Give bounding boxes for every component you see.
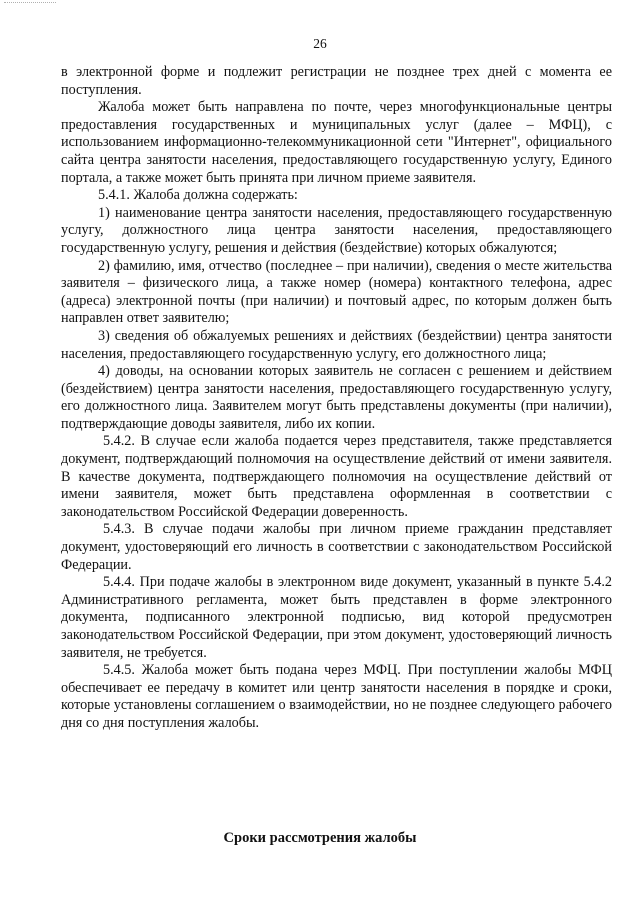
paragraph-5-4-2: 5.4.2. В случае если жалоба подается через представителя, также представляется документ, подтверждающий полномочия на осуществление действий от имени заявителя. В качестве документа, подтверждающего полномочия на осуществление действий от имени заявителя, может быть представлена оформленная в соответствии с законодательством Российской Федерации доверенность.: [61, 433, 612, 520]
scan-artifact: [4, 2, 56, 4]
list-item-4: 4) доводы, на основании которых заявитель не согласен с решением и действием (бездействием) центра занятости населения, предоставляющего государственную услугу, его должностного лица. Заявителем могут быть представлены документы (при наличии), подтверждающие доводы заявителя, либо их копии.: [61, 363, 612, 432]
paragraph-5-4-1: 5.4.1. Жалоба должна содержать:: [98, 187, 298, 204]
list-item-1: 1) наименование центра занятости населения, предоставляющего государственную услугу, должностного лица центра занятости населения, предоставляющего государственную услугу, решения и действия (бездействие) которых обжалуются;: [61, 204, 612, 256]
page-number: 26: [313, 36, 327, 51]
paragraph-5-4-5: 5.4.5. Жалоба может быть подана через МФЦ. При поступлении жалобы МФЦ обеспечивает ее передачу в комитет или центр занятости населения в порядке и сроки, которые установлены соглашением о взаимодействии, но не позднее следующего рабочего дня со дня поступления жалобы.: [61, 662, 612, 731]
section-heading: Сроки рассмотрения жалобы: [223, 830, 417, 846]
paragraph-continuation: в электронной форме и подлежит регистрации не позднее трех дней с момента ее поступления.: [61, 64, 612, 98]
paragraph-complaint-channels: Жалоба может быть направлена по почте, через многофункциональные центры предоставления государственных и муниципальных услуг (далее – МФЦ), с использованием информационно-телекоммуникационной сети "Интернет", официального сайта центра занятости населения, предоставляющего государственную услугу, Единого портала, а также может быть принята при личном приеме заявителя.: [61, 99, 612, 186]
list-item-3: 3) сведения об обжалуемых решениях и действиях (бездействии) центра занятости населения, предоставляющего государственную услугу, его должностного лица;: [61, 327, 612, 362]
paragraph-5-4-3: 5.4.3. В случае подачи жалобы при личном приеме гражданин представляет документ, удостоверяющий его личность в соответствии с законодательством Российской Федерации.: [61, 521, 612, 573]
document-body: [61, 64, 612, 733]
list-item-2: 2) фамилию, имя, отчество (последнее – при наличии), сведения о месте жительства заявителя – физического лица, а также номер (номера) контактного телефона, адрес (адреса) электронной почты (при наличии) и почтовый адрес, по которым должен быть направлен ответ заявителю;: [61, 257, 612, 327]
paragraph-5-4-4: 5.4.4. При подаче жалобы в электронном виде документ, указанный в пункте 5.4.2 Административного регламента, может быть представлен в форме электронного документа, подписанного электронной подписью, вид которой предусмотрен законодательством Российской Федерации, при этом документ, удостоверяющий личность заявителя, не требуется.: [61, 574, 612, 661]
